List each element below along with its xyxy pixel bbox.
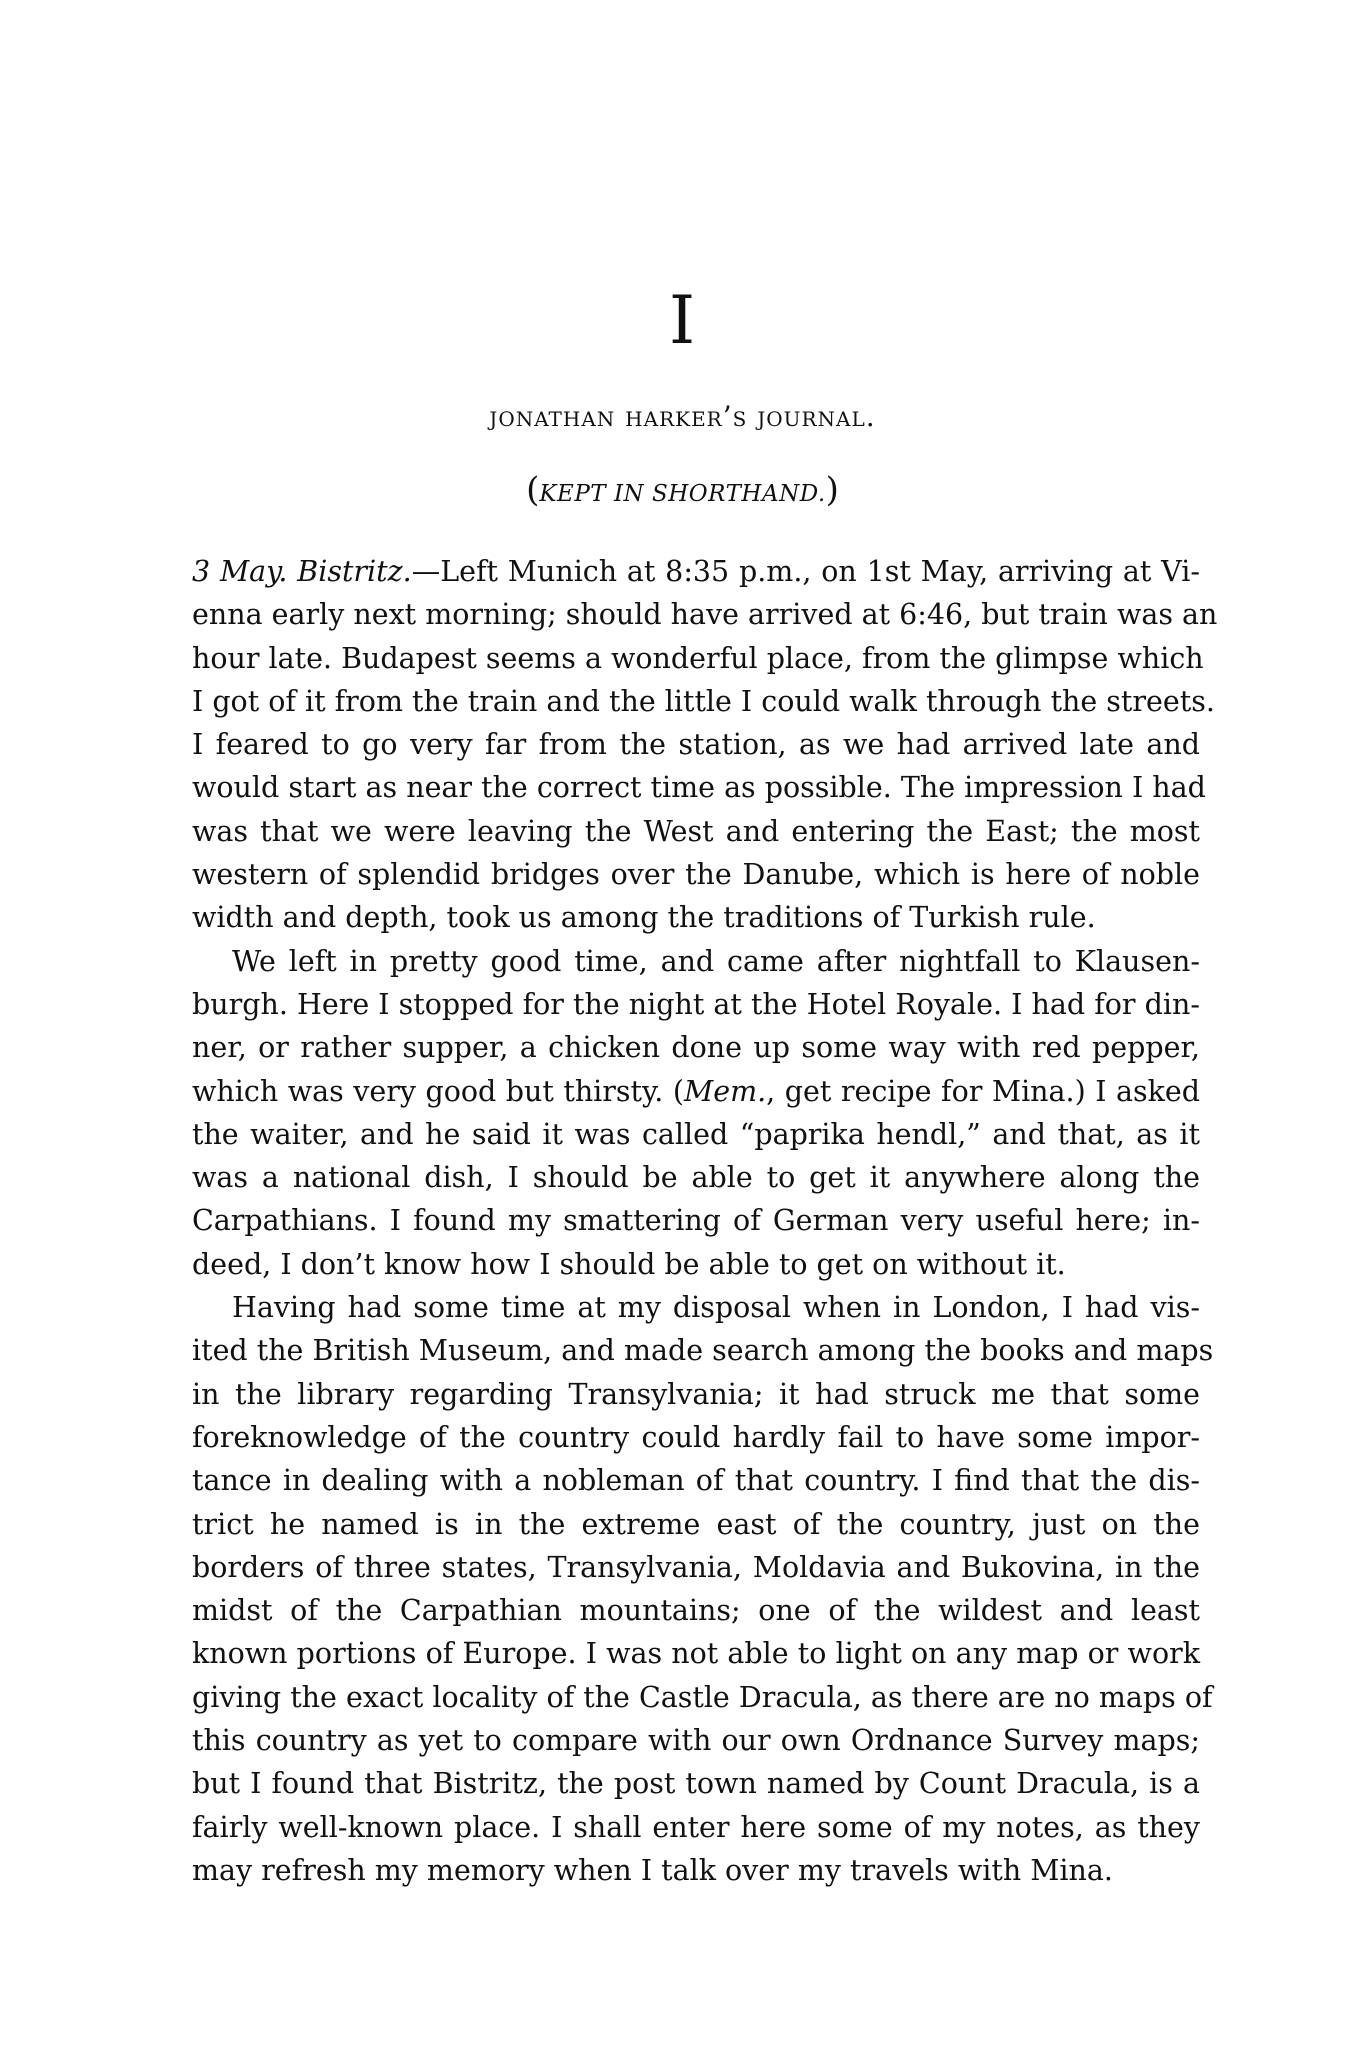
subtitle-text: KEPT IN SHORTHAND. (539, 481, 826, 507)
text-line (192, 1459, 1200, 1502)
text-segment: Carpathians. I found my smattering of German very useful here; in- (192, 1204, 1200, 1238)
text-segment: enna early next morning; should have arrived at 6:46, but train was an (192, 598, 1218, 632)
text-segment: ited the British Museum, and made search among the books and maps (192, 1334, 1214, 1368)
text-line (192, 1503, 1200, 1546)
text-line (192, 1286, 1200, 1329)
text-line (192, 896, 1200, 939)
subtitle-close-paren: ) (825, 470, 839, 510)
text-segment: tance in dealing with a nobleman of that country. I find that the dis- (192, 1464, 1200, 1498)
text-line (192, 1762, 1200, 1805)
text-line (192, 1373, 1200, 1416)
text-segment: I feared to go very far from the station, as we had arrived late and (192, 728, 1200, 762)
text-line (192, 1589, 1200, 1632)
chapter-number: I (668, 282, 697, 359)
text-segment: We left in pretty good time, and came after nightfall to Klausen- (232, 944, 1200, 978)
text-line (192, 1719, 1200, 1762)
text-segment: fairly well-known place. I shall enter here some of my notes, as they (192, 1810, 1200, 1844)
text-segment: western of splendid bridges over the Danube, which is here of noble (192, 858, 1200, 892)
paragraph (192, 1286, 1214, 1892)
text-segment: giving the exact locality of the Castle Dracula, as there are no maps of (192, 1680, 1213, 1714)
text-line (192, 723, 1200, 766)
text-line (192, 1199, 1200, 1242)
text-segment: was that we were leaving the West and entering the East; the most (192, 814, 1200, 848)
text-segment: ner, or rather supper, a chicken done up some way with red pepper, (192, 1031, 1200, 1065)
text-segment: width and depth, took us among the traditions of Turkish rule. (192, 901, 1096, 935)
text-line (192, 1546, 1200, 1589)
text-line (192, 1113, 1200, 1156)
text-segment: but I found that Bistritz, the post town named by Count Dracula, is a (192, 1767, 1200, 1801)
text-segment: trict he named is in the extreme east of the country, just on the (192, 1507, 1200, 1541)
text-segment: burgh. Here I stopped for the night at the Hotel Royale. I had for din- (192, 987, 1200, 1021)
text-line (192, 1243, 1200, 1286)
text-line (192, 1676, 1213, 1719)
text-line (192, 637, 1204, 680)
chapter-title: jonathan harker’s journal. (489, 400, 876, 433)
text-segment: foreknowledge of the country could hardly fail to have some impor- (192, 1420, 1200, 1454)
text-line (192, 1632, 1200, 1675)
text-line (192, 853, 1200, 896)
chapter-subtitle (0, 470, 1365, 510)
text-line (192, 680, 1215, 723)
text-line (192, 550, 1200, 593)
text-segment: this country as yet to compare with our own Ordnance Survey maps; (192, 1724, 1200, 1758)
text-segment: known portions of Europe. I was not able to light on any map or work (192, 1637, 1200, 1671)
text-line (192, 1849, 1200, 1892)
text-segment: midst of the Carpathian mountains; one of the wildest and least (192, 1594, 1200, 1628)
paragraph (192, 940, 1200, 1286)
text-line (192, 766, 1206, 809)
text-segment: —Left Munich at 8:35 p.m., on 1st May, arriving at Vi- (411, 555, 1200, 588)
text-line (192, 1329, 1214, 1372)
paragraph (192, 550, 1218, 940)
text-segment: , get recipe for Mina.) I asked (766, 1074, 1201, 1108)
text-segment: deed, I don’t know how I should be able to get on without it. (192, 1247, 1066, 1281)
text-segment: was a national dish, I should be able to get it anywhere along the (192, 1161, 1200, 1195)
text-segment: which was very good but thirsty. ( (192, 1074, 685, 1108)
text-line (192, 1156, 1200, 1199)
subtitle-open-paren: ( (526, 470, 540, 510)
italic-text: 3 May. Bistritz. (192, 555, 412, 588)
text-line (192, 940, 1200, 983)
text-segment: hour late. Budapest seems a wonderful place, from the glimpse which (192, 641, 1204, 675)
text-line (192, 810, 1200, 853)
text-segment: I got of it from the train and the little I could walk through the streets. (192, 684, 1215, 718)
text-segment: the waiter, and he said it was called “paprika hendl,” and that, as it (192, 1117, 1200, 1151)
text-line (192, 1416, 1200, 1459)
text-segment: would start as near the correct time as possible. The impression I had (192, 771, 1206, 805)
text-segment: borders of three states, Transylvania, Moldavia and Bukovina, in the (192, 1550, 1200, 1584)
text-segment: Having had some time at my disposal when in London, I had vis- (232, 1291, 1200, 1325)
text-segment: may refresh my memory when I talk over my travels with Mina. (192, 1853, 1113, 1887)
text-segment: in the library regarding Transylvania; it had struck me that some (192, 1377, 1200, 1411)
body-text (192, 550, 1218, 1892)
text-line (192, 1070, 1200, 1113)
text-line (192, 593, 1218, 636)
text-line (192, 983, 1200, 1026)
text-line (192, 1806, 1200, 1849)
italic-text: Mem. (684, 1074, 767, 1108)
text-line (192, 1026, 1200, 1069)
